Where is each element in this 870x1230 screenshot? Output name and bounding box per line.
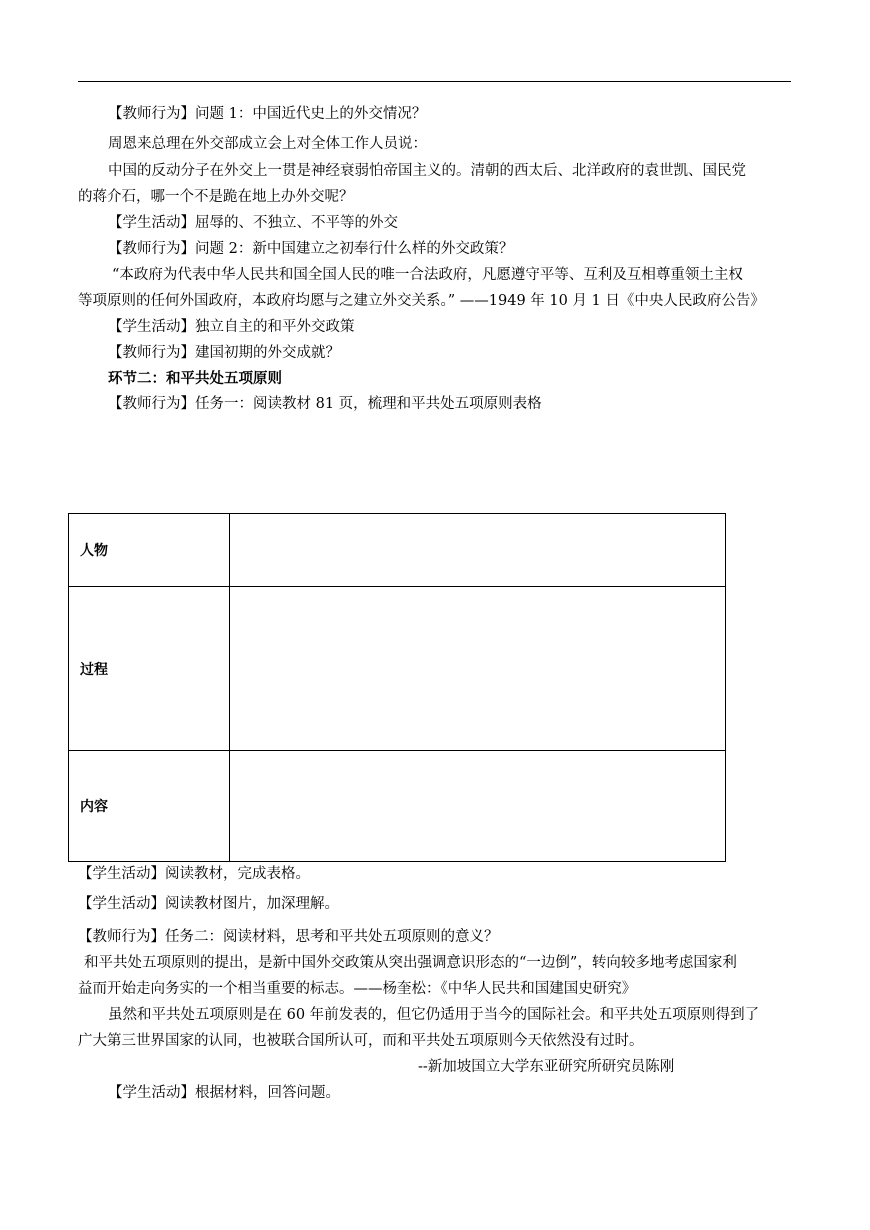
yang-quote-line-2: 益而开始走向务实的一个相当重要的标志。——杨奎松：《中华人民共和国建国史研究》 <box>78 981 637 997</box>
yang-quote-line-1: 和平共处五项原则的提出，是新中国外交政策从突出强调意识形态的“一边倒”，转向较多地考虑国家利 <box>84 955 737 971</box>
task-1: 【教师行为】任务一：阅读教材 81 页，梳理和平共处五项原则表格 <box>108 396 542 412</box>
chen-quote-line-2: 广大第三世界国家的认同，也被联合国所认可，而和平共处五项原则今天依然没有过时。 <box>78 1033 644 1049</box>
zhou-enlai-intro: 周恩来总理在外交部成立会上对全体工作人员说： <box>108 136 427 152</box>
question-2: 【教师行为】问题 2：新中国建立之初奉行什么样的外交政策？ <box>108 241 514 257</box>
zhou-enlai-quote-line-2: 的蒋介石，哪一个不是跪在地上办外交呢？ <box>78 189 354 205</box>
row-cell-content[interactable] <box>230 751 726 862</box>
student-answer-1: 【学生活动】屈辱的、不独立、不平等的外交 <box>108 215 398 231</box>
table-row <box>69 587 726 751</box>
student-activity-read: 【学生活动】阅读教材，完成表格。 <box>78 866 310 882</box>
question-3: 【教师行为】建国初期的外交成就？ <box>108 345 340 361</box>
chen-attribution: --新加坡国立大学东亚研究所研究员陈刚 <box>418 1059 675 1075</box>
row-label-people: 人物 <box>69 514 230 587</box>
principles-table <box>68 513 726 862</box>
zhou-enlai-quote-line-1: 中国的反动分子在外交上一贯是神经衰弱怕帝国主义的。清朝的西太后、北洋政府的袁世凯、国民党 <box>108 163 746 179</box>
student-activity-images: 【学生活动】阅读教材图片，加深理解。 <box>78 896 339 912</box>
question-1: 【教师行为】问题 1：中国近代史上的外交情况？ <box>108 106 427 122</box>
row-label-process: 过程 <box>69 587 230 751</box>
row-cell-process[interactable] <box>230 587 726 751</box>
chen-quote-line-1: 虽然和平共处五项原则是在 60 年前发表的，但它仍适用于当今的国际社会。和平共处五项原则得到了 <box>108 1007 760 1023</box>
section-heading: 环节二：和平共处五项原则 <box>108 370 282 387</box>
table-row <box>69 514 726 587</box>
row-label-content: 内容 <box>69 751 230 862</box>
student-answer-2: 【学生活动】独立自主的和平外交政策 <box>108 319 355 335</box>
announcement-quote-line-2: 等项原则的任何外国政府，本政府均愿与之建立外交关系。” ——1949 年 10 月 1 日《中央人民政府公告》 <box>78 293 765 309</box>
task-2: 【教师行为】任务二：阅读材料，思考和平共处五项原则的意义？ <box>78 929 499 945</box>
row-cell-people[interactable] <box>230 514 726 587</box>
header-rule <box>78 81 791 82</box>
student-activity-answer: 【学生活动】根据材料，回答问题。 <box>108 1085 340 1101</box>
announcement-quote-line-1: “本政府为代表中华人民共和国全国人民的唯一合法政府，凡愿遵守平等、互利及互相尊重领土主权 <box>112 267 743 283</box>
table-row <box>69 751 726 862</box>
